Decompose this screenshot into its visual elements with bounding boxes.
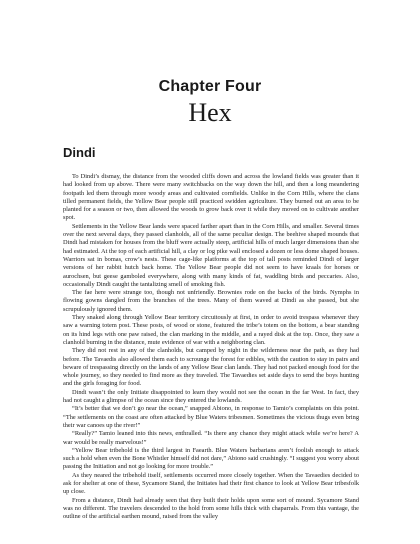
- paragraph: To Dindi’s dismay, the distance from the wooded cliffs down and across the lowland fields was greater than it had looked from up above. There were many switchbacks on the way down the hill, and then a long meandering footpath led them through more woody areas and cultivated cornfields. Unlike in the Corn Hills, where the clans tilled permanent fields, the Yellow Bear people still practiced swidden agriculture. They burned out an area to be planted for a season or two, then allowed the woods to grow back over it while they moved on to cultivate another spot.: [63, 173, 359, 222]
- paragraph: “Yellow Bear tribehold is the third largest in Faearth. Blue Waters barbarians aren’t foolish enough to attack such a hold when even the Bone Whistler himself did not dare,” Abiono said crushingly. “I suggest you worry about passing the Initiation and not go looking for more trouble.”: [63, 446, 359, 471]
- chapter-title: Hex: [188, 98, 232, 127]
- paragraph: “Really?” Tamio leaned into this news, enthralled. “Is there any chance they might attack while we’re here? A war would be really marvelous!”: [63, 430, 359, 446]
- chapter-label: Chapter Four: [158, 78, 262, 95]
- paragraph: Settlements in the Yellow Bear lands were spaced farther apart than in the Corn Hills, and smaller. Several times over the next several days, they passed clanholds, all of the same peculiar design. The beehive shaped mounds that Dindi had mistaken for houses from the bluff were actually steep, artificial hills of much larger dimensions than she had estimated. At the top of each artificial hill, a clay or log pike wall enclosed a dozen or less dome shaped houses. Warriors sat in bomas, crow’s nests. These cage-like platforms at the top of tall posts reminded Dindi of larger versions of her rabbit hutch back home. The Yellow Bear people did not seem to have kraals for horses or aurochsen, but geese gamboled everywhere, along with many kinds of fat, waddling birds and peccaries. Also, occasionally Dindi caught the tantalizing smell of smoking fish.: [63, 222, 359, 288]
- section-heading: Dindi: [63, 145, 96, 160]
- paragraph: As they neared the tribehold itself, settlements occurred more closely together. When the Tavaedies decided to ask for shelter at one of these, Sycamore Stand, the Initiates had their first chance to look at Yellow Bear tribesfolk up close.: [63, 471, 359, 496]
- body-text: [63, 173, 359, 521]
- paragraph: The fae here were strange too, though not unfriendly. Brownies rode on the backs of the birds. Nymphs in flowing gowns dangled from the branches of the trees. Many of them waved at Dindi as she passed, but she scrupulously ignored them.: [63, 289, 359, 313]
- paragraph: Dindi wasn’t the only Initiate disappointed to learn they would not see the ocean in the far West. In fact, they had not caught a glimpse of the ocean since they entered the lowlands.: [63, 388, 359, 405]
- paragraph: “It’s better that we don’t go near the ocean,” snapped Abiono, in response to Tamio’s complaints on this point. “The settlements on the coast are often attacked by Blue Waters tribesmen. Sometimes the vicious thugs even bring their war canoes up the river!”: [63, 405, 359, 429]
- paragraph: They did not rest in any of the clanholds, but camped by night in the wilderness near the path, as they had before. The Tavaedis also allowed them each to scrounge the forest for edibles, with the caution to stay in pairs and beware of trespassing directly on the lands of any Yellow Bear clan lands. They had not packed enough food for the whole journey, so they needed to find more as they traveled. The Tavaedies set aside days to send the boys hunting and the girls foraging for food.: [63, 347, 359, 388]
- paragraph: They snaked along through Yellow Bear territory circuitously at first, in order to avoid trespass whenever they saw a warning totem post. These posts, of wood or stone, featured the tribe’s totem on the bottom, a bear standing on its hind legs with one paw raised, the clan marking in the middle, and a rayed disk at the top. Once, they saw a clanhold burning in the distance, mute evidence of war with a neighboring clan.: [63, 314, 359, 346]
- paragraph: From a distance, Dindi had already seen that they built their holds upon some sort of mound. Sycamore Stand was no different. The travelers descended to the hold from some hills thick with chaparrals. From this vantage, the outline of the artificial earthen mound, raised from the valley: [63, 496, 359, 521]
